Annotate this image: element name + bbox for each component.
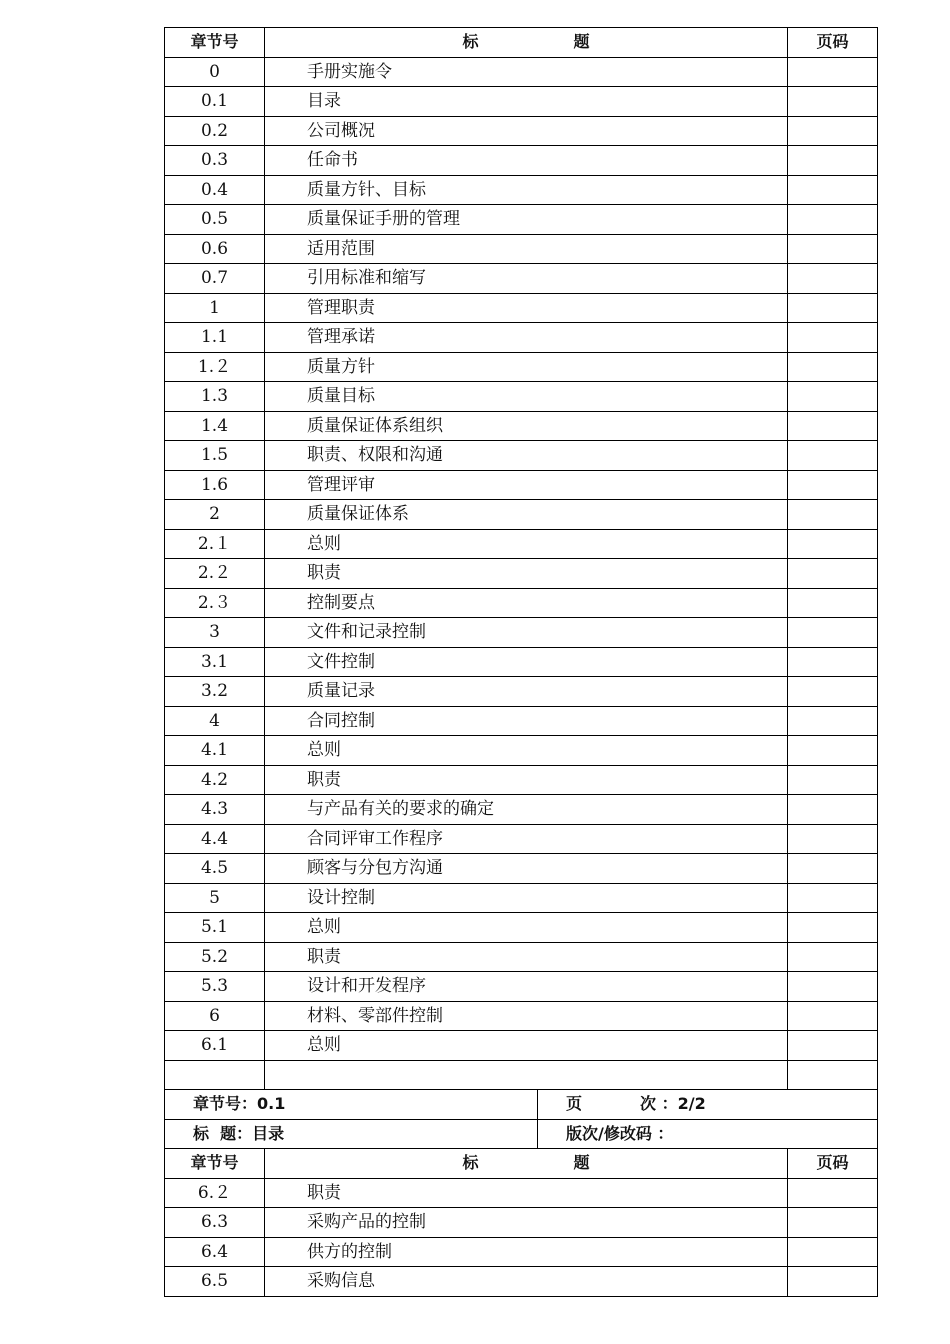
entry-title: 适用范围 xyxy=(265,234,788,264)
entry-page xyxy=(788,411,878,441)
entry-title: 目录 xyxy=(265,87,788,117)
entry-number: 0.3 xyxy=(165,146,265,176)
entry-number: 1 xyxy=(165,293,265,323)
toc-entry-row xyxy=(165,559,878,589)
toc-entry-row xyxy=(165,647,878,677)
toc-entry-row xyxy=(165,441,878,471)
title-header-right: 题 xyxy=(573,32,590,52)
toc-entry-row xyxy=(165,323,878,353)
entry-page xyxy=(788,323,878,353)
entry-page xyxy=(788,913,878,943)
entry-title: 总则 xyxy=(265,736,788,766)
toc-entry-row xyxy=(165,795,878,825)
entry-number: 1.3 xyxy=(165,382,265,412)
entry-title: 合同控制 xyxy=(265,706,788,736)
toc-entry-row xyxy=(165,1267,878,1297)
entry-number: 6 xyxy=(165,1001,265,1031)
entry-page xyxy=(788,647,878,677)
entry-title: 职责、权限和沟通 xyxy=(265,441,788,471)
entry-page xyxy=(788,559,878,589)
toc-entry-row xyxy=(165,175,878,205)
entry-page xyxy=(788,293,878,323)
entry-page xyxy=(788,824,878,854)
entry-title: 质量记录 xyxy=(265,677,788,707)
entry-title: 质量目标 xyxy=(265,382,788,412)
entry-title: 设计和开发程序 xyxy=(265,972,788,1002)
toc-entry-row xyxy=(165,293,878,323)
entry-page xyxy=(788,264,878,294)
entry-title: 材料、零部件控制 xyxy=(265,1001,788,1031)
entry-page xyxy=(788,529,878,559)
entry-number: 0.5 xyxy=(165,205,265,235)
entry-title: 手册实施令 xyxy=(265,57,788,87)
entry-page xyxy=(788,706,878,736)
entry-number: 6.２ xyxy=(165,1178,265,1208)
entry-title: 总则 xyxy=(265,913,788,943)
toc-entry-row xyxy=(165,234,878,264)
toc-entry-row xyxy=(165,1178,878,1208)
entry-number: 1.6 xyxy=(165,470,265,500)
entry-number: 0.7 xyxy=(165,264,265,294)
toc-entry-row xyxy=(165,87,878,117)
entry-page xyxy=(788,1031,878,1061)
entry-number: 5.3 xyxy=(165,972,265,1002)
info-row-2 xyxy=(165,1119,878,1149)
entry-page xyxy=(788,1178,878,1208)
toc-entry-row xyxy=(165,529,878,559)
toc-entry-row xyxy=(165,146,878,176)
entry-title: 顾客与分包方沟通 xyxy=(265,854,788,884)
entry-number: 1.1 xyxy=(165,323,265,353)
entry-number: 4.4 xyxy=(165,824,265,854)
entry-number: 2.３ xyxy=(165,588,265,618)
toc-page xyxy=(164,27,877,1297)
entry-number: 1.4 xyxy=(165,411,265,441)
entry-page xyxy=(788,57,878,87)
entry-number: 4.1 xyxy=(165,736,265,766)
entry-title: 采购信息 xyxy=(265,1267,788,1297)
entry-number: 5.1 xyxy=(165,913,265,943)
page-info-label: 页 xyxy=(566,1094,583,1114)
page-info-value: 次 ：2/2 xyxy=(640,1094,706,1114)
toc-entry-row xyxy=(165,116,878,146)
entry-title: 质量保证体系组织 xyxy=(265,411,788,441)
toc-entry-row xyxy=(165,765,878,795)
entry-title: 采购产品的控制 xyxy=(265,1208,788,1238)
entry-number: 2.２ xyxy=(165,559,265,589)
entry-page xyxy=(788,1208,878,1238)
entry-title: 质量保证体系 xyxy=(265,500,788,530)
entry-number: 6.1 xyxy=(165,1031,265,1061)
entry-title: 任命书 xyxy=(265,146,788,176)
entry-title: 供方的控制 xyxy=(265,1237,788,1267)
entry-page xyxy=(788,736,878,766)
entry-number: 4 xyxy=(165,706,265,736)
title-header xyxy=(265,28,788,58)
toc-entry-row xyxy=(165,677,878,707)
entry-number: 0.2 xyxy=(165,116,265,146)
entry-title: 引用标准和缩写 xyxy=(265,264,788,294)
info-row-1 xyxy=(165,1090,878,1120)
entry-number: 5 xyxy=(165,883,265,913)
title-header-right-2: 题 xyxy=(573,1153,590,1173)
entry-title: 文件控制 xyxy=(265,647,788,677)
entry-number xyxy=(165,1060,265,1090)
toc-entry-row xyxy=(165,470,878,500)
toc-entry-row xyxy=(165,57,878,87)
entry-page xyxy=(788,765,878,795)
entry-title: 职责 xyxy=(265,559,788,589)
toc-entry-row xyxy=(165,382,878,412)
entry-number: 6.5 xyxy=(165,1267,265,1297)
entry-page xyxy=(788,175,878,205)
entry-number: 1.２ xyxy=(165,352,265,382)
entry-title: 与产品有关的要求的确定 xyxy=(265,795,788,825)
entry-page xyxy=(788,588,878,618)
entry-page xyxy=(788,883,878,913)
entry-number: 0.6 xyxy=(165,234,265,264)
chapter-header-2: 章节号 xyxy=(165,1149,265,1179)
entry-number: 3.2 xyxy=(165,677,265,707)
entry-number: 1.5 xyxy=(165,441,265,471)
entry-title: 职责 xyxy=(265,1178,788,1208)
entry-title: 职责 xyxy=(265,942,788,972)
toc-entry-row xyxy=(165,618,878,648)
entry-page xyxy=(788,1060,878,1090)
entry-page xyxy=(788,441,878,471)
entry-title: 质量方针 xyxy=(265,352,788,382)
entry-page xyxy=(788,234,878,264)
entry-title: 管理承诺 xyxy=(265,323,788,353)
entry-number: 5.2 xyxy=(165,942,265,972)
toc-entry-row xyxy=(165,1208,878,1238)
toc-entry-row xyxy=(165,972,878,1002)
entry-page xyxy=(788,116,878,146)
entry-number: 2.１ xyxy=(165,529,265,559)
entry-number: 4.5 xyxy=(165,854,265,884)
toc-entry-row xyxy=(165,500,878,530)
entry-number: 2 xyxy=(165,500,265,530)
entry-page xyxy=(788,205,878,235)
toc-entry-row xyxy=(165,913,878,943)
entry-title: 公司概况 xyxy=(265,116,788,146)
entry-number: 3.1 xyxy=(165,647,265,677)
entry-number: 3 xyxy=(165,618,265,648)
page-header: 页码 xyxy=(788,28,878,58)
entry-number: 0 xyxy=(165,57,265,87)
entry-page xyxy=(788,87,878,117)
entry-page xyxy=(788,854,878,884)
entry-title: 职责 xyxy=(265,765,788,795)
entry-title: 文件和记录控制 xyxy=(265,618,788,648)
toc-entry-row xyxy=(165,942,878,972)
entry-page xyxy=(788,500,878,530)
toc-entry-row xyxy=(165,1060,878,1090)
entry-number: 4.2 xyxy=(165,765,265,795)
entry-title: 质量方针、目标 xyxy=(265,175,788,205)
toc-entry-row xyxy=(165,706,878,736)
entry-title: 质量保证手册的管理 xyxy=(265,205,788,235)
entry-page xyxy=(788,795,878,825)
title-info: 标 题：目录 xyxy=(165,1119,538,1149)
toc-entry-row xyxy=(165,411,878,441)
entry-title: 设计控制 xyxy=(265,883,788,913)
entry-page xyxy=(788,146,878,176)
entry-page xyxy=(788,942,878,972)
toc-entry-row xyxy=(165,1001,878,1031)
entry-title: 管理职责 xyxy=(265,293,788,323)
toc-entry-row xyxy=(165,824,878,854)
entry-number: 6.3 xyxy=(165,1208,265,1238)
entry-page xyxy=(788,677,878,707)
entry-number: 0.4 xyxy=(165,175,265,205)
entry-page xyxy=(788,1267,878,1297)
chapter-info: 章节号：0.1 xyxy=(165,1090,538,1120)
entry-page xyxy=(788,382,878,412)
entry-number: 4.3 xyxy=(165,795,265,825)
toc-entry-row xyxy=(165,205,878,235)
entry-title: 合同评审工作程序 xyxy=(265,824,788,854)
toc-entry-row xyxy=(165,736,878,766)
entry-title: 管理评审 xyxy=(265,470,788,500)
title-header-2 xyxy=(265,1149,788,1179)
entry-page xyxy=(788,352,878,382)
entry-page xyxy=(788,972,878,1002)
toc-entry-row xyxy=(165,1031,878,1061)
title-header-left-2: 标 xyxy=(462,1153,479,1173)
title-header-left: 标 xyxy=(462,32,479,52)
entry-page xyxy=(788,618,878,648)
toc-entry-row xyxy=(165,264,878,294)
page-info xyxy=(538,1090,878,1120)
chapter-header: 章节号 xyxy=(165,28,265,58)
entry-number: 6.4 xyxy=(165,1237,265,1267)
entry-page xyxy=(788,1237,878,1267)
toc-table xyxy=(164,27,878,1297)
toc-header-row-2 xyxy=(165,1149,878,1179)
toc-entry-row xyxy=(165,1237,878,1267)
entry-page xyxy=(788,470,878,500)
entry-title: 总则 xyxy=(265,1031,788,1061)
toc-header-row xyxy=(165,28,878,58)
page-header-2: 页码 xyxy=(788,1149,878,1179)
toc-entry-row xyxy=(165,352,878,382)
entry-page xyxy=(788,1001,878,1031)
entry-title: 控制要点 xyxy=(265,588,788,618)
revision-info: 版次/修改码 ： xyxy=(538,1119,878,1149)
toc-entry-row xyxy=(165,854,878,884)
toc-entry-row xyxy=(165,588,878,618)
entry-title xyxy=(265,1060,788,1090)
entry-number: 0.1 xyxy=(165,87,265,117)
entry-title: 总则 xyxy=(265,529,788,559)
toc-entry-row xyxy=(165,883,878,913)
